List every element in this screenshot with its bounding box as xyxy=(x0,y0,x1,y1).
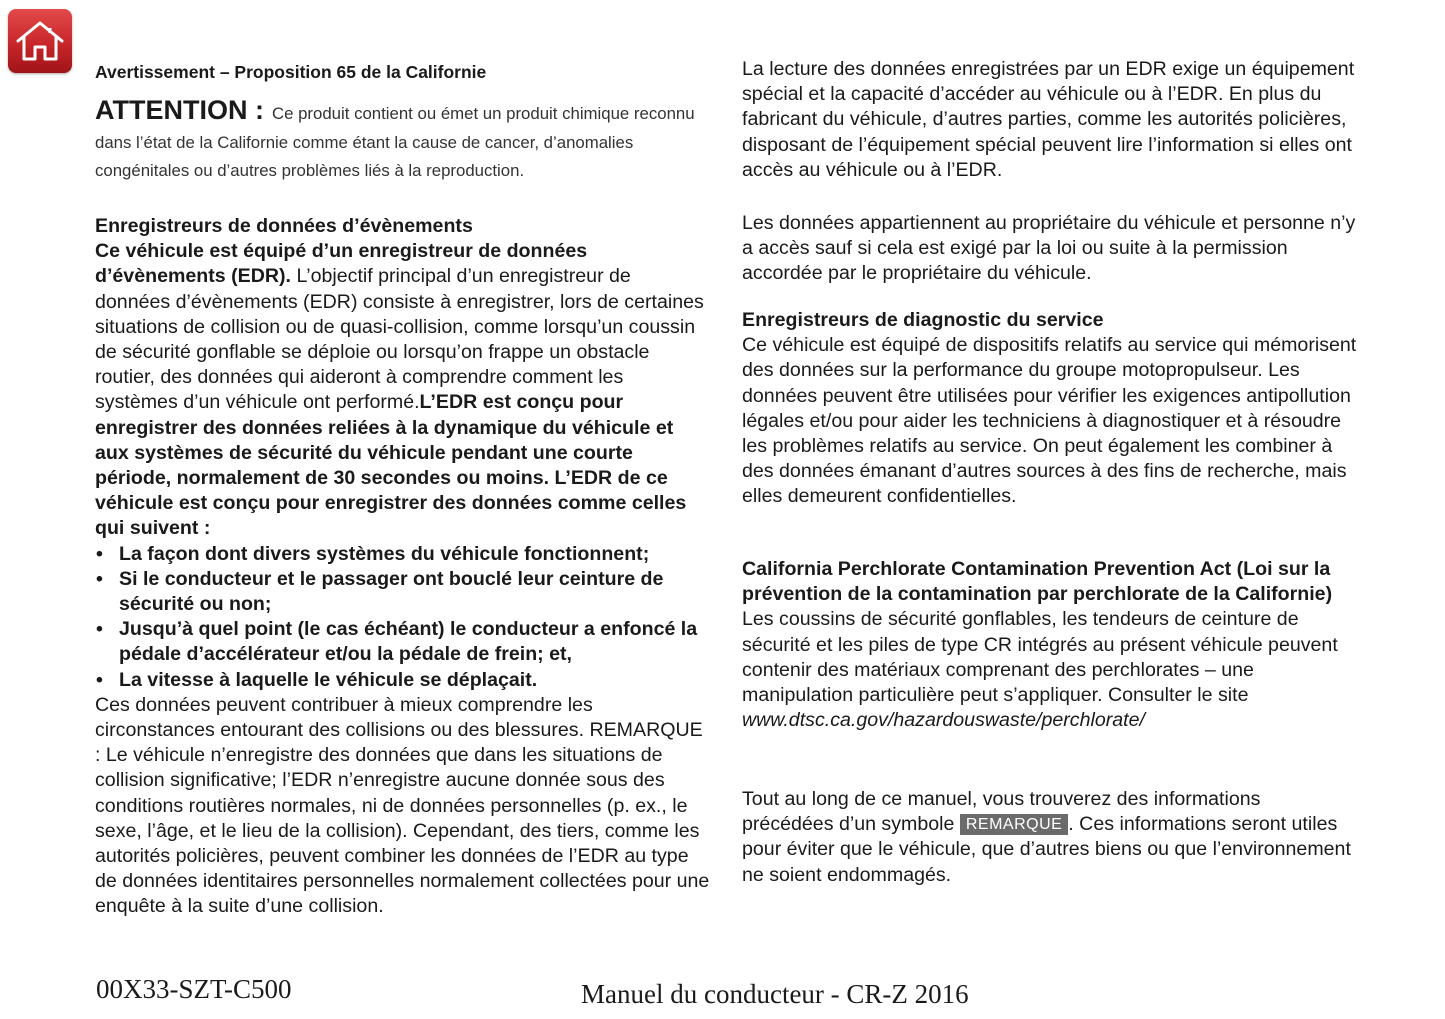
remarque-tag: REMARQUE xyxy=(960,814,1068,835)
manual-title: Manuel du conducteur - CR-Z 2016 xyxy=(581,979,969,1009)
edr-section xyxy=(95,214,710,920)
document-code: 00X33-SZT-C500 xyxy=(96,974,292,1004)
notice-text-before: Tout au long de ce manuel, vous trouverez des informations précédées d’un symbole xyxy=(742,788,1261,836)
perchlorate-text: Les coussins de sécurité gonflables, les tendeurs de ceinture de sécurité et les piles de type CR intégrés au présent véhicule peuvent contenir des matériaux comprenant des perchlorates – une manipulation particulière peut s’appliquer. Consulter le site xyxy=(742,608,1338,707)
edr-closing-paragraph: Ces données peuvent contribuer à mieux comprendre les circonstances entourant des collisions ou des blessures. REMARQUE : Le véhicule n’enregistre des données que dans les situations de collision significative; l’EDR n’enregistre aucune donnée sous des conditions routières normales, ni de données personnelles (p. ex., le sexe, l’âge, et le lieu de la collision). Cependant, des tiers, comme les autorités policières, peuvent combiner les données de l’EDR au type de données identitaires personnelles normalement collectées pour une enquête à la suite d’une collision. xyxy=(95,693,710,918)
perchlorate-section xyxy=(742,557,1357,733)
edr-heading: Enregistreurs de données d’évènements xyxy=(95,215,473,237)
list-item: • Si le conducteur et le passager ont bouclé leur ceinture de sécurité ou non; xyxy=(95,567,710,617)
edr-data-list xyxy=(95,542,710,693)
edr-intro-bold: Ce véhicule est équipé d’un enregistreur de données d’évènements (EDR). xyxy=(95,240,588,288)
perchlorate-link[interactable]: www.dtsc.ca.gov/hazardouswaste/perchlorate/ xyxy=(742,709,1145,732)
edr-purpose-bold: L’EDR est conçu pour enregistrer des données reliées à la dynamique du véhicule et aux systèmes de sécurité du véhicule pendant une courte période, normalement de 30 secondes ou moins. L’EDR de ce véhicule est conçu pour enregistrer des données comme celles qui suivent : xyxy=(95,391,687,540)
prop65-attention-block xyxy=(95,96,695,186)
edr-intro-paragraph xyxy=(95,239,710,541)
perchlorate-heading: California Perchlorate Contamination Prevention Act (Loi sur la prévention de la contamination par perchlorate de la Californie) xyxy=(742,558,1333,606)
edr-access-paragraph: La lecture des données enregistrées par un EDR exige un équipement spécial et la capacité d’accéder au véhicule ou à l’EDR. En plus du fabricant du véhicule, d’autres parties, comme les autorités policières, disposant de l’équipement spécial peuvent lire l’information si elles ont accès au véhicule ou à l’EDR. xyxy=(742,58,1355,181)
home-button[interactable] xyxy=(8,9,72,73)
notice-paragraph xyxy=(742,787,1357,888)
attention-text: Ce produit contient ou émet un produit chimique reconnu dans l’état de la Californie comme étant la cause de cancer, d’anomalies congénitales ou d’autres problèmes liés à la reproduction. xyxy=(95,104,695,181)
diagnostic-section xyxy=(742,308,1357,510)
list-item: • Jusqu’à quel point (le cas échéant) le conducteur a enfoncé la pédale d’accélérateur et/ou la pédale de frein; et, xyxy=(95,617,710,667)
diagnostic-heading: Enregistreurs de diagnostic du service xyxy=(742,309,1104,331)
home-icon xyxy=(14,19,66,63)
notice-text-after: . Ces informations seront utiles pour éviter que le véhicule, que d’autres biens ou que l’environnement ne soient endommagés. xyxy=(742,813,1351,886)
prop65-warning-title: Avertissement – Proposition 65 de la Californie xyxy=(95,62,487,82)
diagnostic-text: Ce véhicule est équipé de dispositifs relatifs au service qui mémorisent des données sur la performance du groupe motopropulseur. Les données peuvent être utilisées pour vérifier les exigences antipollution légales et/ou pour aider les techniciens à diagnostiquer et à résoudre les problèmes relatifs au service. On peut également les combiner à des données émanant d’autres sources à des fins de recherche, mais elles demeurent confidentielles. xyxy=(742,334,1357,508)
edr-intro-text: L’objectif principal d’un enregistreur de données d’évènements (EDR) consiste à enregistrer, lors de certaines situations de collision ou de quasi-collision, comme lorsqu’un coussin de sécurité gonflable se déploie ou lorsqu’on frappe un obstacle routier, des données qui aideront à comprendre comment les systèmes d’un véhicule ont performé. xyxy=(95,265,704,414)
list-item: • La vitesse à laquelle le véhicule se déplaçait. xyxy=(95,668,710,693)
attention-label: ATTENTION : xyxy=(95,95,264,125)
edr-ownership-paragraph: Les données appartiennent au propriétaire du véhicule et personne n’y a accès sauf si cela est exigé par la loi ou suite à la permission accordée par le propriétaire du véhicule. xyxy=(742,212,1356,285)
list-item: • La façon dont divers systèmes du véhicule fonctionnent; xyxy=(95,542,710,567)
